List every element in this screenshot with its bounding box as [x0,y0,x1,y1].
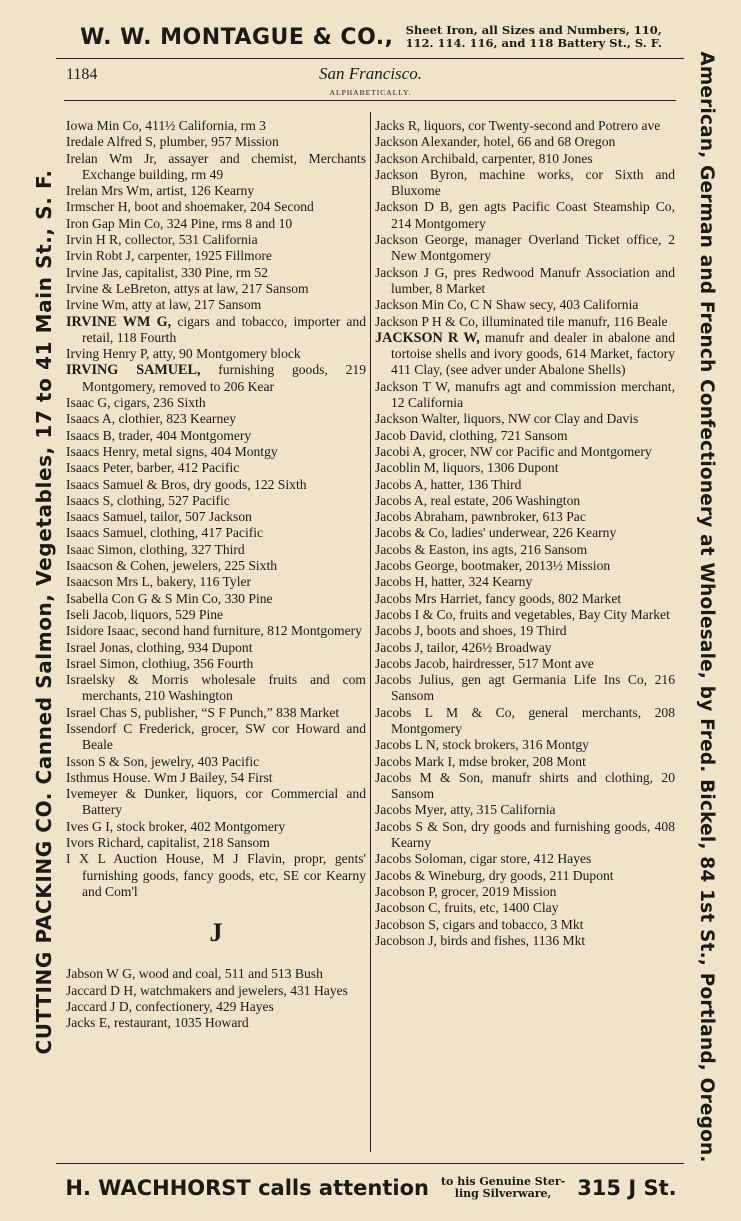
entry-text: Jacobs Mrs Harriet, fancy goods, 802 Market [375,590,622,606]
entry-text: Iredale Alfred S, plumber, 957 Mission [66,134,279,150]
directory-entry [66,460,366,476]
directory-entry [375,151,675,167]
directory-entry [375,884,675,900]
entry-text: Jackson Alexander, hotel, 66 and 68 Oregon [375,134,616,150]
entry-text: Irving Henry P, atty, 90 Montgomery block [66,346,301,362]
entry-text: Isthmus House. Wm J Bailey, 54 First [66,769,273,785]
directory-entry [66,493,366,509]
directory-entry [66,265,366,281]
entry-text: Irvin H R, collector, 531 California [66,232,258,248]
entry-text: Iron Gap Min Co, 324 Pine, rms 8 and 10 [66,215,293,231]
directory-entry [375,444,675,460]
directory-entry [375,509,675,525]
directory-entry [66,134,366,150]
directory-entry [375,770,675,803]
directory-entry [66,151,366,184]
directory-entry [375,802,675,818]
bottom-ad-address: 315 J St. [577,1176,677,1200]
directory-entry [375,265,675,298]
left-entries-before [66,118,366,900]
entry-text: Ivors Richard, capitalist, 218 Sansom [66,835,270,851]
directory-entry [375,623,675,639]
top-ad-goods-line1: Sheet Iron, all Sizes and Numbers, 110, [405,23,662,37]
directory-entry [66,656,366,672]
right-entries [375,118,675,949]
directory-entry [66,314,366,347]
directory-entry [375,574,675,590]
page-subtitle: ALPHABETICALLY. [329,88,412,97]
entry-text: Jacobs M & Son, manufr shirts and clothing, 20 Sansom [375,769,675,802]
entry-text: Jacobs Jacob, hairdresser, 517 Mont ave [375,655,594,671]
directory-entry [375,411,675,427]
left-column [66,118,366,1031]
entry-text: Isaacson Mrs L, bakery, 116 Tyler [66,574,252,590]
directory-entry [375,819,675,852]
entry-text: Jacobson C, fruits, etc, 1400 Clay [375,900,559,916]
directory-entry [66,819,366,835]
directory-entry [66,640,366,656]
bottom-ad-goods-line2: ling Silverware, [454,1187,552,1200]
entry-text: Jacobs J, tailor, 426½ Broadway [375,639,552,655]
entry-text: Jackson T W, manufrs agt and commission merchant, 12 California [375,378,675,411]
directory-entry [66,770,366,786]
entry-name-bold: JACKSON R W, [375,329,480,346]
directory-entry [66,346,366,362]
column-divider [370,112,371,1152]
entry-text: Jackson Min Co, C N Shaw secy, 403 California [375,297,639,313]
directory-entry [375,460,675,476]
entry-text: Jackson George, manager Overland Ticket office, 2 New Montgomery [375,232,675,264]
directory-entry [66,623,366,639]
entry-text: Isaacs B, trader, 404 Montgomery [66,427,252,443]
entry-text: Jacobs H, hatter, 324 Kearny [375,574,533,590]
directory-entry [375,558,675,574]
directory-entry [66,297,366,313]
directory-entry [66,362,366,395]
entry-text: Jacobi A, grocer, NW cor Pacific and Montgomery [375,443,652,459]
entry-text: cigars and tobacco, importer and retail, 118 Fourth [82,313,366,345]
entry-text: I X L Auction House, M J Flavin, propr, gents' furnishing goods, fancy goods, etc, SE cor Kearny and Com'l [66,851,366,899]
entry-text: Jacobs George, bootmaker, 2013½ Mission [375,558,611,574]
entry-text: Jacobson S, cigars and tobacco, 3 Mkt [375,916,584,932]
directory-entry [375,330,675,379]
page-number: 1184 [66,66,98,83]
directory-entry [66,851,366,900]
directory-entry [66,118,366,134]
directory-entry [66,477,366,493]
directory-entry [66,705,366,721]
directory-entry [375,118,675,134]
entry-text: Isaacs Samuel & Bros, dry goods, 122 Sixth [66,476,307,492]
directory-entry [66,999,366,1015]
directory-entry [375,493,675,509]
section-letter: J [209,918,223,948]
bottom-ad-goods-line1: to his Genuine Ster- [440,1175,566,1188]
bottom-ad-goods [441,1176,565,1200]
right-column [375,118,675,949]
directory-entry [375,314,675,330]
top-ad-goods [406,24,662,50]
directory-entry [375,868,675,884]
directory-entry [66,558,366,574]
directory-entry [66,395,366,411]
entry-text: Jacobs & Easton, ins agts, 216 Sansom [375,541,588,557]
directory-entry [375,656,675,672]
directory-entry [375,297,675,313]
bottom-ad-lead: H. WACHHORST calls attention [65,1176,429,1200]
top-advertisement [56,16,686,58]
entry-text: Jacobs Mark I, mdse broker, 208 Mont [375,753,586,769]
entry-text: Iseli Jacob, liquors, 529 Pine [66,606,224,622]
entry-text: Ives G I, stock broker, 402 Montgomery [66,818,286,834]
directory-entry [375,917,675,933]
entry-text: Isaacs S, clothing, 527 Pacific [66,492,230,508]
directory-entry [375,232,675,265]
page-title: San Francisco. [319,64,422,83]
directory-entry [375,933,675,949]
directory-entry [375,591,675,607]
top-ad-firm: W. W. MONTAGUE & CO., [80,24,394,50]
entry-text: Jacobs A, real estate, 206 Washington [375,492,581,508]
directory-entry [375,900,675,916]
directory-entry [66,525,366,541]
entry-text: Jackson Byron, machine works, cor Sixth and Bluxome [375,166,675,199]
left-side-advertisement: CUTTING PACKING CO. Canned Salmon, Vegetables, 17 to 41 Main St., S. F. [32,169,56,1055]
entry-text: Isabella Con G & S Min Co, 330 Pine [66,590,273,606]
entry-text: Jacobs I & Co, fruits and vegetables, Bay City Market [375,606,670,622]
entry-name-bold: IRVING SAMUEL, [66,362,201,379]
directory-entry [66,444,366,460]
directory-entry [375,134,675,150]
directory-entry [66,183,366,199]
directory-entry [66,1015,366,1031]
entry-text: Isaac Simon, clothing, 327 Third [66,541,245,557]
directory-entry [375,640,675,656]
bottom-rule [56,1163,684,1164]
entry-text: Jacobs A, hatter, 136 Third [375,476,522,492]
entry-text: Iowa Min Co, 411½ California, rm 3 [66,118,266,133]
directory-entry [66,248,366,264]
directory-entry [375,167,675,200]
entry-text: Jackson Archibald, carpenter, 810 Jones [375,150,593,166]
entry-text: Jacobs Abraham, pawnbroker, 613 Pac [375,509,586,525]
directory-entry [66,428,366,444]
directory-entry [66,983,366,999]
entry-text: Israelsky & Morris wholesale fruits and com merchants, 210 Washington [66,672,366,704]
entry-text: Isidore Isaac, second hand furniture, 812 Montgomery [66,623,362,639]
entry-text: Israel Simon, clothiug, 356 Fourth [66,655,254,671]
directory-entry [375,379,675,412]
directory-entry [66,672,366,705]
entry-text: Israel Jonas, clothing, 934 Dupont [66,639,253,655]
entry-text: Isaacs Samuel, tailor, 507 Jackson [66,509,252,525]
entry-text: Jacobs L N, stock brokers, 316 Montgy [375,737,589,753]
directory-entry [66,216,366,232]
directory-entry [66,607,366,623]
directory-entry [375,428,675,444]
entry-text: Jacobson P, grocer, 2019 Mission [375,883,557,899]
entry-name-bold: IRVINE WM G, [66,313,172,330]
directory-entry [66,786,366,819]
directory-entry [375,705,675,738]
entry-text: Isaacs Peter, barber, 412 Pacific [66,460,240,476]
directory-entry [66,721,366,754]
entry-text: Irvine Jas, capitalist, 330 Pine, rm 52 [66,264,268,280]
entry-text: manufr and dealer in abalone and tortoise shells and ivory goods, 614 Market, factory 411 Clay, (see adver under Abalone Shells) [391,329,675,378]
directory-entry [66,966,366,982]
directory-entry [66,591,366,607]
entry-text: Jabson W G, wood and coal, 511 and 513 Bush [66,966,323,982]
entry-text: Jacobs & Co, ladies' underwear, 226 Kearny [375,525,617,541]
directory-entry [375,199,675,232]
entry-text: Irvin Robt J, carpenter, 1925 Fillmore [66,248,272,264]
entry-text: Jackson J G, pres Redwood Manufr Association and lumber, 8 Market [375,264,675,296]
entry-text: Jacobs Myer, atty, 315 California [375,802,556,818]
entry-text: Isaacs Henry, metal signs, 404 Montgy [66,443,278,459]
entry-text: Irvine Wm, atty at law, 217 Sansom [66,297,262,313]
directory-entry [66,835,366,851]
directory-entry [66,232,366,248]
entry-text: Jacob David, clothing, 721 Sansom [375,427,568,443]
entry-text: Jacobs Soloman, cigar store, 412 Hayes [375,851,592,867]
entry-text: Jacobs S & Son, dry goods and furnishing goods, 408 Kearny [375,818,675,851]
entry-text: Jacobs L M & Co, general merchants, 208 Montgomery [375,704,675,736]
directory-entry [66,509,366,525]
top-rule [56,58,684,59]
entry-text: Jacks R, liquors, cor Twenty-second and Potrero ave [375,118,661,133]
entry-text: Jaccard D H, watchmakers and jewelers, 431 Hayes [66,982,348,998]
directory-entry [375,607,675,623]
directory-entry [375,737,675,753]
entry-text: Jackson P H & Co, illuminated tile manufr, 116 Beale [375,313,668,329]
entry-text: Jacobs & Wineburg, dry goods, 211 Dupont [375,867,614,883]
entry-text: Irmscher H, boot and shoemaker, 204 Second [66,199,314,215]
top-ad-goods-line2: 112. 114. 116, and 118 Battery St., S. F. [405,36,662,50]
header-rule [64,100,676,101]
entry-text: Isaacson & Cohen, jewelers, 225 Sixth [66,558,278,574]
directory-entry [66,199,366,215]
bottom-advertisement [56,1168,686,1208]
entry-text: Isaacs A, clothier, 823 Kearney [66,411,237,427]
entry-text: Jaccard J D, confectionery, 429 Hayes [66,998,274,1014]
entry-text: Irelan Wm Jr, assayer and chemist, Merchants Exchange building, rm 49 [66,150,366,182]
directory-entry [375,754,675,770]
entry-text: Isaac G, cigars, 236 Sixth [66,395,206,411]
directory-entry [375,542,675,558]
entry-text: Israel Chas S, publisher, “S F Punch,” 838 Market [66,704,340,720]
entry-text: Jacobs Julius, gen agt Germania Life Ins Co, 216 Sansom [375,672,675,704]
directory-entry [66,754,366,770]
directory-entry [375,525,675,541]
directory-entry [375,851,675,867]
entry-text: Issendorf C Frederick, grocer, SW cor Howard and Beale [66,720,366,753]
entry-text: furnishing goods, 219 Montgomery, removed to 206 Kear [82,362,367,394]
entry-text: Irvine & LeBreton, attys at law, 217 Sansom [66,280,309,296]
right-side-advertisement: American, German and French Confectionery at Wholesale, by Fred. Bickel, 84 1st St., Portland, Oregon. [696,51,718,1163]
entry-text: Jacks E, restaurant, 1035 Howard [66,1015,249,1031]
entry-text: Isson S & Son, jewelry, 403 Pacific [66,753,260,769]
entry-text: Jackson D B, gen agts Pacific Coast Steamship Co, 214 Montgomery [375,199,675,231]
directory-entry [66,411,366,427]
directory-entry [66,574,366,590]
directory-entry [66,281,366,297]
entry-text: Jackson Walter, liquors, NW cor Clay and Davis [375,411,639,427]
entry-text: Jacobs J, boots and shoes, 19 Third [375,623,567,639]
left-entries-after [66,966,366,1031]
entry-text: Jacobson J, birds and fishes, 1136 Mkt [375,932,586,948]
directory-entry [66,542,366,558]
directory-entry [375,672,675,705]
entry-text: Irelan Mrs Wm, artist, 126 Kearny [66,183,255,199]
entry-text: Isaacs Samuel, clothing, 417 Pacific [66,525,264,541]
entry-text: Jacoblin M, liquors, 1306 Dupont [375,460,559,476]
directory-entry [375,477,675,493]
entry-text: Ivemeyer & Dunker, liquors, cor Commercial and Battery [66,786,366,818]
